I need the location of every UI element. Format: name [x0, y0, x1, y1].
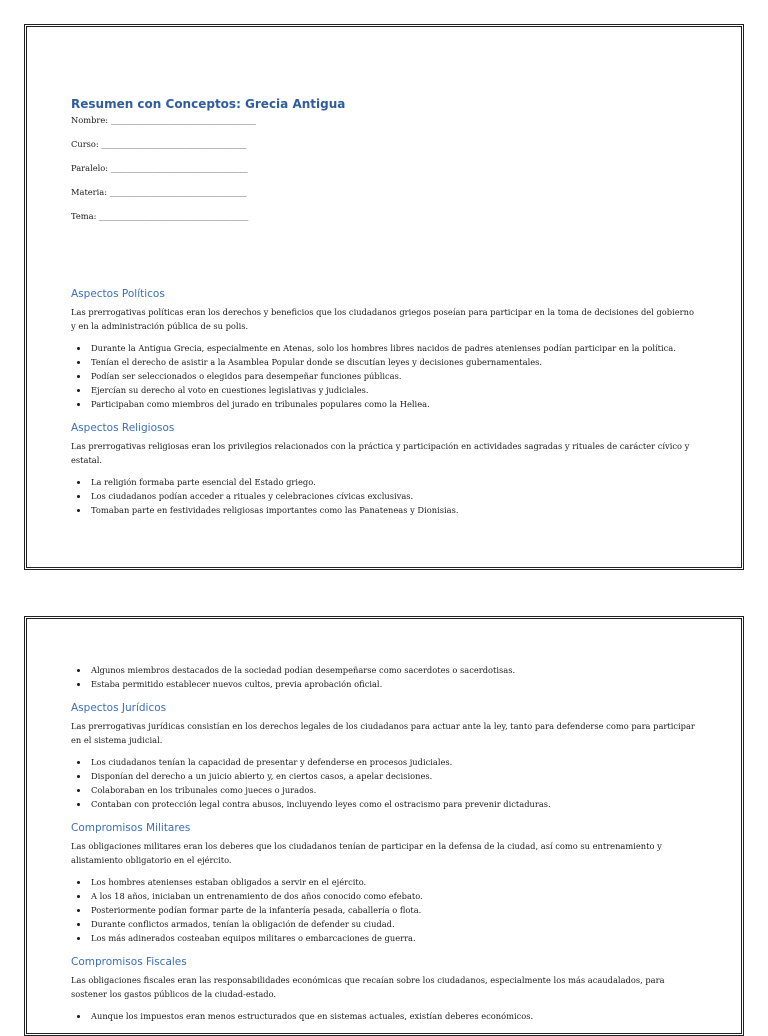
field-blank[interactable]: _________________________________	[109, 187, 247, 197]
field-paralelo	[71, 163, 697, 174]
list-fiscales	[71, 1009, 697, 1023]
list-juridicos	[71, 755, 697, 811]
list-item: • La religión formaba parte esencial del Estado griego.	[89, 475, 697, 489]
heading-aspectos-juridicos: Aspectos Jurídicos	[71, 702, 167, 714]
list-item: • Aunque los impuestos eran menos estructurados que en sistemas actuales, existían deberes económicos.	[89, 1009, 697, 1023]
list-item: • Los ciudadanos tenían la capacidad de presentar y defenderse en procesos judiciales.	[89, 755, 697, 769]
field-blank[interactable]: ___________________________________	[101, 139, 247, 149]
document-page-1	[24, 24, 744, 570]
list-politicos	[71, 341, 697, 411]
field-curso	[71, 139, 697, 150]
heading-aspectos-politicos: Aspectos Políticos	[71, 288, 165, 300]
list-item: • Participaban como miembros del jurado en tribunales populares como la Heliea.	[89, 397, 697, 411]
list-item: • Los ciudadanos podían acceder a rituales y celebraciones cívicas exclusivas.	[89, 489, 697, 503]
list-item: • Tenían el derecho de asistir a la Asamblea Popular donde se discutían leyes y decisiones gubernamentales.	[89, 355, 697, 369]
list-item: • Podían ser seleccionados o elegidos para desempeñar funciones públicas.	[89, 369, 697, 383]
page-1-content	[71, 97, 697, 527]
list-militares	[71, 875, 697, 945]
list-item: • Colaboraban en los tribunales como jueces o jurados.	[89, 783, 697, 797]
page-2-content	[71, 663, 697, 1033]
paragraph-juridicos: Las prerrogativas jurídicas consistían en los derechos legales de los ciudadanos para actuar ante la ley, tanto para defenderse como para participar en el sistema judicial.	[71, 721, 695, 745]
list-item: • Contaban con protección legal contra abusos, incluyendo leyes como el ostracismo para prevenir dictaduras.	[89, 797, 697, 811]
field-label: Materia:	[71, 187, 108, 197]
list-religiosos	[71, 475, 697, 517]
list-item: • Durante la Antigua Grecia, especialmente en Atenas, solo los hombres libres nacidos de padres atenienses podían participar en la política.	[89, 341, 697, 355]
field-label: Paralelo:	[71, 163, 109, 173]
list-item: • Algunos miembros destacados de la sociedad podían desempeñarse como sacerdotes o sacerdotisas.	[89, 663, 697, 677]
document-title: Resumen con Conceptos: Grecia Antigua	[71, 97, 346, 111]
list-item: • Tomaban parte en festividades religiosas importantes como las Panateneas y Dionisias.	[89, 503, 697, 517]
list-item: • A los 18 años, iniciaban un entrenamiento de dos años conocido como efebato.	[89, 889, 697, 903]
field-label: Curso:	[71, 139, 99, 149]
field-tema	[71, 211, 697, 222]
list-item: • Los más adinerados costeaban equipos militares o embarcaciones de guerra.	[89, 931, 697, 945]
list-item: • Posteriormente podían formar parte de la infantería pesada, caballería o flota.	[89, 903, 697, 917]
paragraph-politicos: Las prerrogativas políticas eran los derechos y beneficios que los ciudadanos griegos poseían para participar en la toma de decisiones del gobierno y en la administración pública de su polis.	[71, 307, 694, 331]
field-blank[interactable]: _________________________________	[110, 163, 248, 173]
paragraph-religiosos: Las prerrogativas religiosas eran los privilegios relacionados con la práctica y participación en actividades sagradas y rituales de carácter cívico y estatal.	[71, 441, 690, 465]
field-label: Tema:	[71, 211, 97, 221]
field-label: Nombre:	[71, 115, 109, 125]
list-item: • Durante conflictos armados, tenían la obligación de defender su ciudad.	[89, 917, 697, 931]
document-page-2	[24, 616, 744, 1036]
field-blank[interactable]: ____________________________________	[99, 211, 249, 221]
field-nombre	[71, 115, 697, 126]
list-item: • Estaba permitido establecer nuevos cultos, previa aprobación oficial.	[89, 677, 697, 691]
field-blank[interactable]: ___________________________________	[110, 115, 256, 125]
field-materia	[71, 187, 697, 198]
heading-compromisos-militares: Compromisos Militares	[71, 822, 191, 834]
heading-aspectos-religiosos: Aspectos Religiosos	[71, 422, 175, 434]
list-item: • Los hombres atenienses estaban obligados a servir en el ejército.	[89, 875, 697, 889]
heading-compromisos-fiscales: Compromisos Fiscales	[71, 956, 187, 968]
paragraph-fiscales: Las obligaciones fiscales eran las responsabilidades económicas que recaían sobre los ciudadanos, especialmente los más acaudalados, para sostener los gastos públicos de la ciudad-estado.	[71, 975, 665, 999]
list-item: • Ejercían su derecho al voto en cuestiones legislativas y judiciales.	[89, 383, 697, 397]
list-religiosos-continued	[71, 663, 697, 691]
paragraph-militares: Las obligaciones militares eran los deberes que los ciudadanos tenían de participar en la defensa de la ciudad, así como su entrenamiento y alistamiento obligatorio en el ejército.	[71, 841, 662, 865]
list-item: • Disponían del derecho a un juicio abierto y, en ciertos casos, a apelar decisiones.	[89, 769, 697, 783]
